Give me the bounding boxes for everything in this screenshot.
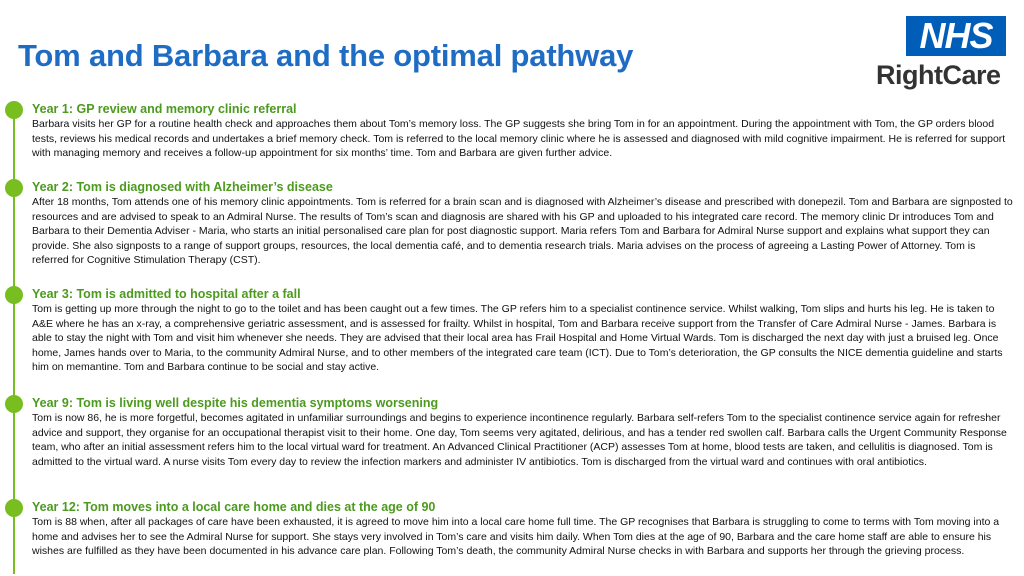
nhs-logo-box: NHS — [906, 16, 1006, 56]
timeline-dot — [5, 395, 23, 413]
section-body: Tom is 88 when, after all packages of care have been exhausted, it is agreed to move him into a local care home full time. The GP recognises that Barbara is struggling to come to terms with Tom moving into a home and advises her to see the Admiral Nurse for support. She stays very involved in Tom’s care and visits him daily. When Tom dies at the age of 90, Barbara and the care home staff are able to ensure his wishes are fulfilled as they have been documented in his advance care plan. Following Tom’s death, the community Admiral Nurse checks in with Barbara and supports her through the grieving process. — [32, 516, 1000, 557]
section-body: Barbara visits her GP for a routine health check and approaches them about Tom’s memory loss. The GP suggests she bring Tom in for an appointment. During the appointment with Tom, the GP orders blood tests, reviews his medical records and undertakes a brief memory check. Tom is referred to the local memory clinic where he is assessed and diagnosed with mild cognitive impairment. He is referred for support with managing memory and receives a follow-up appointment for six months’ time. Tom and Barbara are given further advice. — [32, 118, 1006, 159]
section-heading: Year 3: Tom is admitted to hospital after a fall — [32, 287, 301, 301]
section-heading: Year 9: Tom is living well despite his dementia symptoms worsening — [32, 396, 439, 410]
section-body: Tom is now 86, he is more forgetful, becomes agitated in unfamiliar surroundings and begins to experience incontinence regularly. Barbara self-refers Tom to the specialist continence service again for refresher advice and support, they organise for an occupational therapist visit to their home. One day, Tom seems very agitated, delirious, and has a tender red swollen calf. Barbara calls the Urgent Community Response team, who after an initial assessment refers him to the local virtual ward for treatment. An Advanced Clinical Practitioner (ACP) assesses Tom at home, blood tests are taken, and cellulitis is diagnosed. Tom is admitted to the virtual ward. A nurse visits Tom every day to review the infection markers and administer IV antibiotics. Tom is discharged from the virtual ward and continues with oral antibiotics. — [32, 412, 1007, 468]
timeline-dot — [5, 286, 23, 304]
timeline-dot — [5, 101, 23, 119]
timeline-dot — [5, 179, 23, 197]
section-heading: Year 2: Tom is diagnosed with Alzheimer’s disease — [32, 180, 333, 194]
section-heading: Year 12: Tom moves into a local care home and dies at the age of 90 — [32, 500, 436, 514]
section-body: After 18 months, Tom attends one of his memory clinic appointments. Tom is referred for a brain scan and is diagnosed with Alzheimer’s disease and prescribed with donepezil. Tom and Barbara are signposted to resources and are advised to speak to an Admiral Nurse. The results of Tom’s scan and diagnosis are shared with his GP and uploaded to his integrated care record. The memory clinic Dr introduces Tom and Barbara to their Dementia Adviser - Maria, who starts an initial personalised care plan for post diagnostic support. Maria refers Tom and Barbara for Admiral Nurse support and explains what support they can provide. She also signposts to a range of support groups, resources, the local dementia café, and to dementia research trials. Maria advises on the process of agreeing a Lasting Power of Attorney. Tom is referred for Cognitive Stimulation Therapy (CST). — [32, 196, 1013, 266]
section-body: Tom is getting up more through the night to go to the toilet and has been caught out a few times. The GP refers him to a specialist continence service. Whilst walking, Tom slips and hurts his leg. He is taken to A&E where he has an x-ray, a comprehensive geriatric assessment, and is assessed for frailty. Whilst in hospital, Tom and Barbara receive support from the Transfer of Care Admiral Nurse - James. Barbara is able to stay the night with Tom and visit him whenever she needs. They are advised that their local area has Frail Hospital and Home Virtual Wards. Tom is discharged the next day with just a bruised leg. Once home, James hands over to Maria, to the community Admiral Nurse, and to other members of the integrated care team (ICT). Due to Tom’s deterioration, the GP consults the NICE dementia guideline and starts him on memantine. Tom and Barbara continue to be social and stay active. — [32, 303, 1003, 373]
nhs-rightcare-logo — [876, 16, 1010, 90]
page-title: Tom and Barbara and the optimal pathway — [18, 38, 634, 73]
section-heading: Year 1: GP review and memory clinic referral — [32, 102, 297, 116]
timeline-dot — [5, 499, 23, 517]
rightcare-wordmark: RightCare — [876, 60, 1001, 90]
